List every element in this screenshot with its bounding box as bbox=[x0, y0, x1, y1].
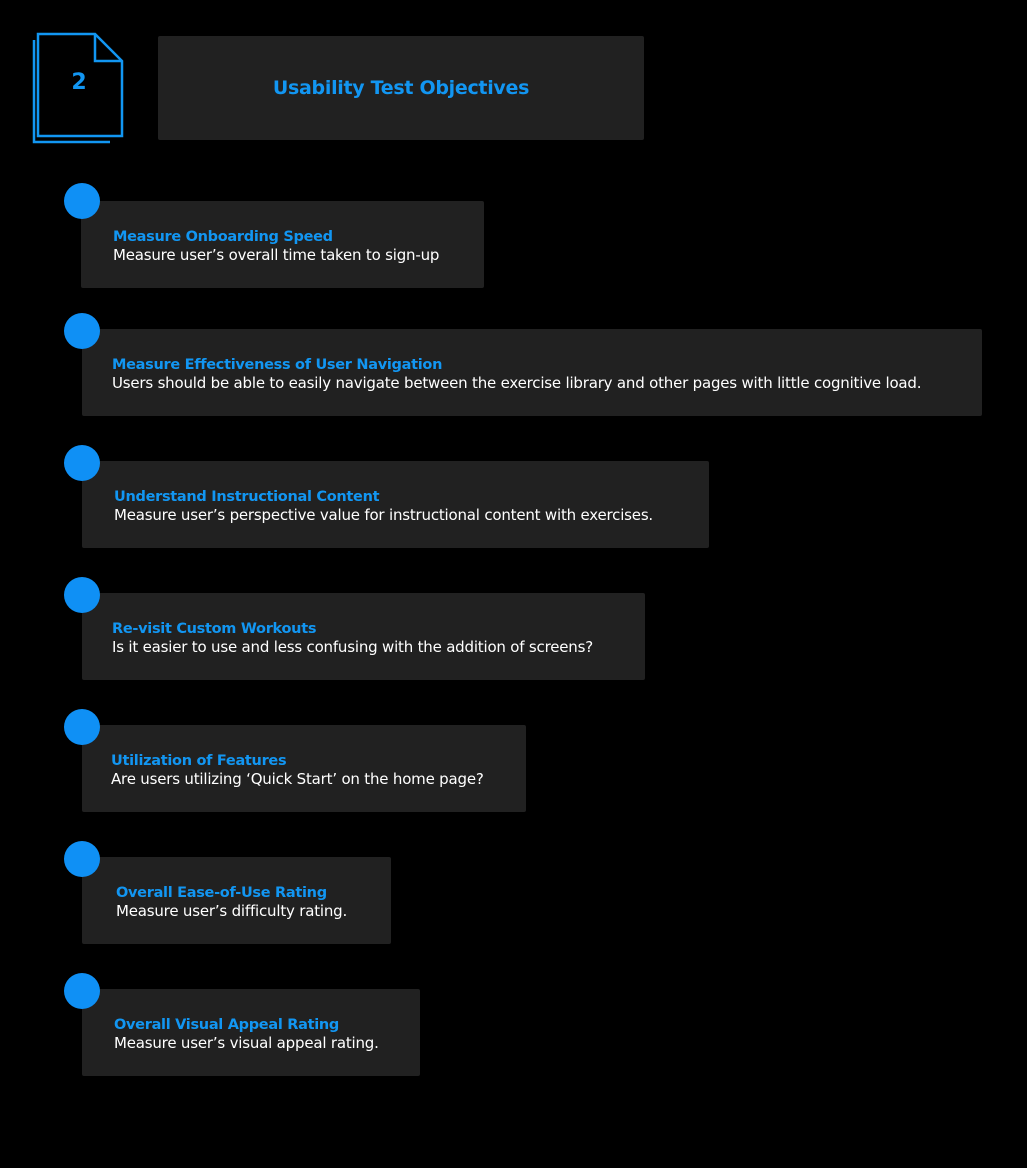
objective-card bbox=[82, 725, 526, 812]
objective-title: Re-visit Custom Workouts bbox=[112, 621, 317, 637]
page-title: Usability Test Objectives bbox=[272, 77, 530, 99]
bullet-dot bbox=[64, 841, 100, 877]
objective-title: Measure Effectiveness of User Navigation bbox=[112, 357, 443, 373]
objective-title: Utilization of Features bbox=[111, 753, 287, 769]
objective-title: Understand Instructional Content bbox=[114, 489, 380, 505]
bullet-dot bbox=[64, 709, 100, 745]
objective-description: Users should be able to easily navigate between the exercise library and other pages with little cognitive load. bbox=[112, 374, 922, 392]
bullet-dot bbox=[64, 577, 100, 613]
bullet-dot bbox=[64, 183, 100, 219]
bullet-dot bbox=[64, 313, 100, 349]
objective-card bbox=[82, 461, 709, 548]
objective-card bbox=[81, 201, 484, 288]
objective-description: Measure user’s visual appeal rating. bbox=[114, 1034, 379, 1052]
objective-title: Measure Onboarding Speed bbox=[113, 229, 333, 245]
objective-card bbox=[82, 329, 982, 416]
objective-description: Measure user’s difficulty rating. bbox=[116, 902, 348, 920]
objective-description: Measure user’s perspective value for instructional content with exercises. bbox=[114, 506, 653, 524]
objective-title: Overall Visual Appeal Rating bbox=[114, 1017, 340, 1033]
objective-card bbox=[82, 857, 391, 944]
objective-card bbox=[82, 989, 420, 1076]
objective-description: Is it easier to use and less confusing with the addition of screens? bbox=[112, 638, 593, 656]
objective-card bbox=[82, 593, 645, 680]
objective-description: Are users utilizing ‘Quick Start’ on the home page? bbox=[111, 770, 484, 788]
objective-description: Measure user’s overall time taken to sign-up bbox=[113, 246, 440, 264]
objective-title: Overall Ease-of-Use Rating bbox=[116, 885, 327, 901]
header-box bbox=[158, 36, 644, 140]
bullet-dot bbox=[64, 445, 100, 481]
step-number: 2 bbox=[71, 70, 87, 95]
bullet-dot bbox=[64, 973, 100, 1009]
